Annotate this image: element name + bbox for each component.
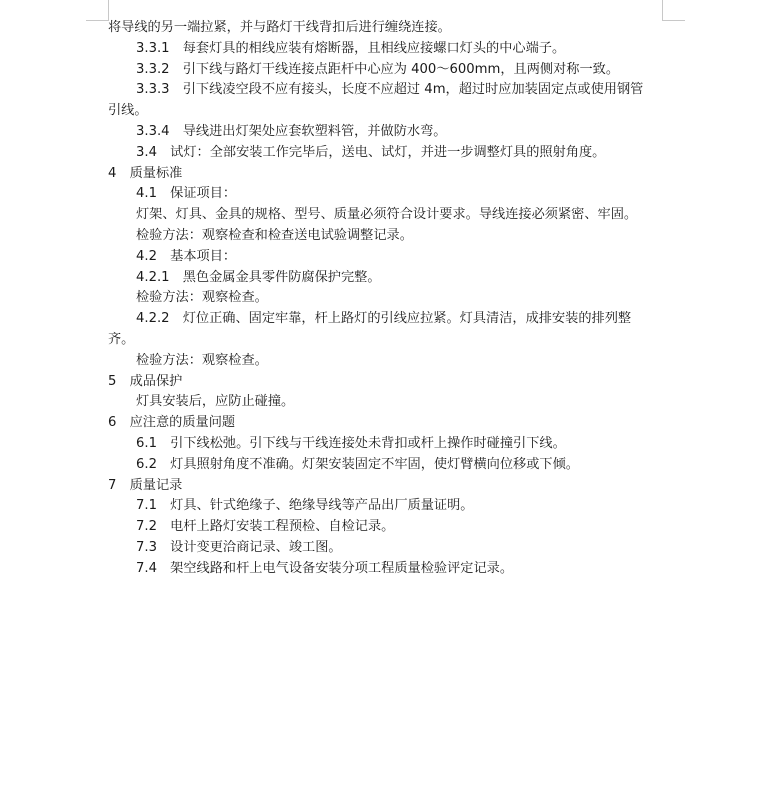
text-line: 3.3.3 引下线凌空段不应有接头，长度不应超过 4m，超过时应加装固定点或使用钢管 (136, 82, 644, 98)
text-line: 检验方法：观察检查。 (136, 352, 268, 368)
document-body (108, 18, 668, 580)
text-line: 灯具安装后，应防止碰撞。 (136, 394, 295, 410)
text-line: 6.2 灯具照射角度不准确。灯架安装固定不牢固，使灯臂横向位移或下倾。 (136, 456, 579, 472)
crop-mark-top-left (86, 0, 109, 21)
text-line: 3.3.4 导线进出灯架处应套软塑料管，并做防水弯。 (136, 123, 447, 139)
text-line: 3.3.2 引下线与路灯干线连接点距杆中心应为 400～600mm，且两侧对称一致。 (136, 61, 620, 77)
text-line: 检验方法：观察检查。 (136, 290, 268, 306)
text-line: 4.1 保证项目： (136, 186, 237, 202)
text-line: 7.1 灯具、针式绝缘子、绝缘导线等产品出厂质量证明。 (136, 498, 474, 514)
text-line: 4.2.1 黑色金属金具零件防腐保护完整。 (136, 269, 381, 285)
section-heading: 6 应注意的质量问题 (108, 415, 236, 431)
text-line: 检验方法：观察检查和检查送电试验调整记录。 (136, 227, 413, 243)
text-line: 将导线的另一端拉紧，并与路灯干线背扣后进行缠绕连接。 (108, 20, 451, 35)
text-line: 3.3.1 每套灯具的相线应装有熔断器，且相线应接螺口灯头的中心端子。 (136, 40, 566, 56)
section-heading: 4 质量标准 (108, 165, 183, 181)
text-line: 4.2 基本项目： (136, 248, 237, 264)
section-heading: 5 成品保护 (108, 373, 183, 389)
text-line: 7.2 电杆上路灯安装工程预检、自检记录。 (136, 519, 395, 535)
text-line: 4.2.2 灯位正确、固定牢靠，杆上路灯的引线应拉紧。灯具清洁，成排安装的排列整 (136, 311, 632, 327)
text-line: 灯架、灯具、金具的规格、型号、质量必须符合设计要求。导线连接必须紧密、牢固。 (136, 207, 638, 223)
text-line: 3.4 试灯：全部安装工作完毕后，送电、试灯，并进一步调整灯具的照射角度。 (136, 144, 606, 160)
text-line: 齐。 (108, 331, 135, 347)
text-line: 7.3 设计变更洽商记录、竣工图。 (136, 539, 342, 555)
text-line: 引线。 (108, 103, 148, 119)
text-line: 7.4 架空线路和杆上电气设备安装分项工程质量检验评定记录。 (136, 560, 514, 576)
text-line: 6.1 引下线松弛。引下线与干线连接处未背扣或杆上操作时碰撞引下线。 (136, 435, 566, 451)
section-heading: 7 质量记录 (108, 477, 183, 493)
